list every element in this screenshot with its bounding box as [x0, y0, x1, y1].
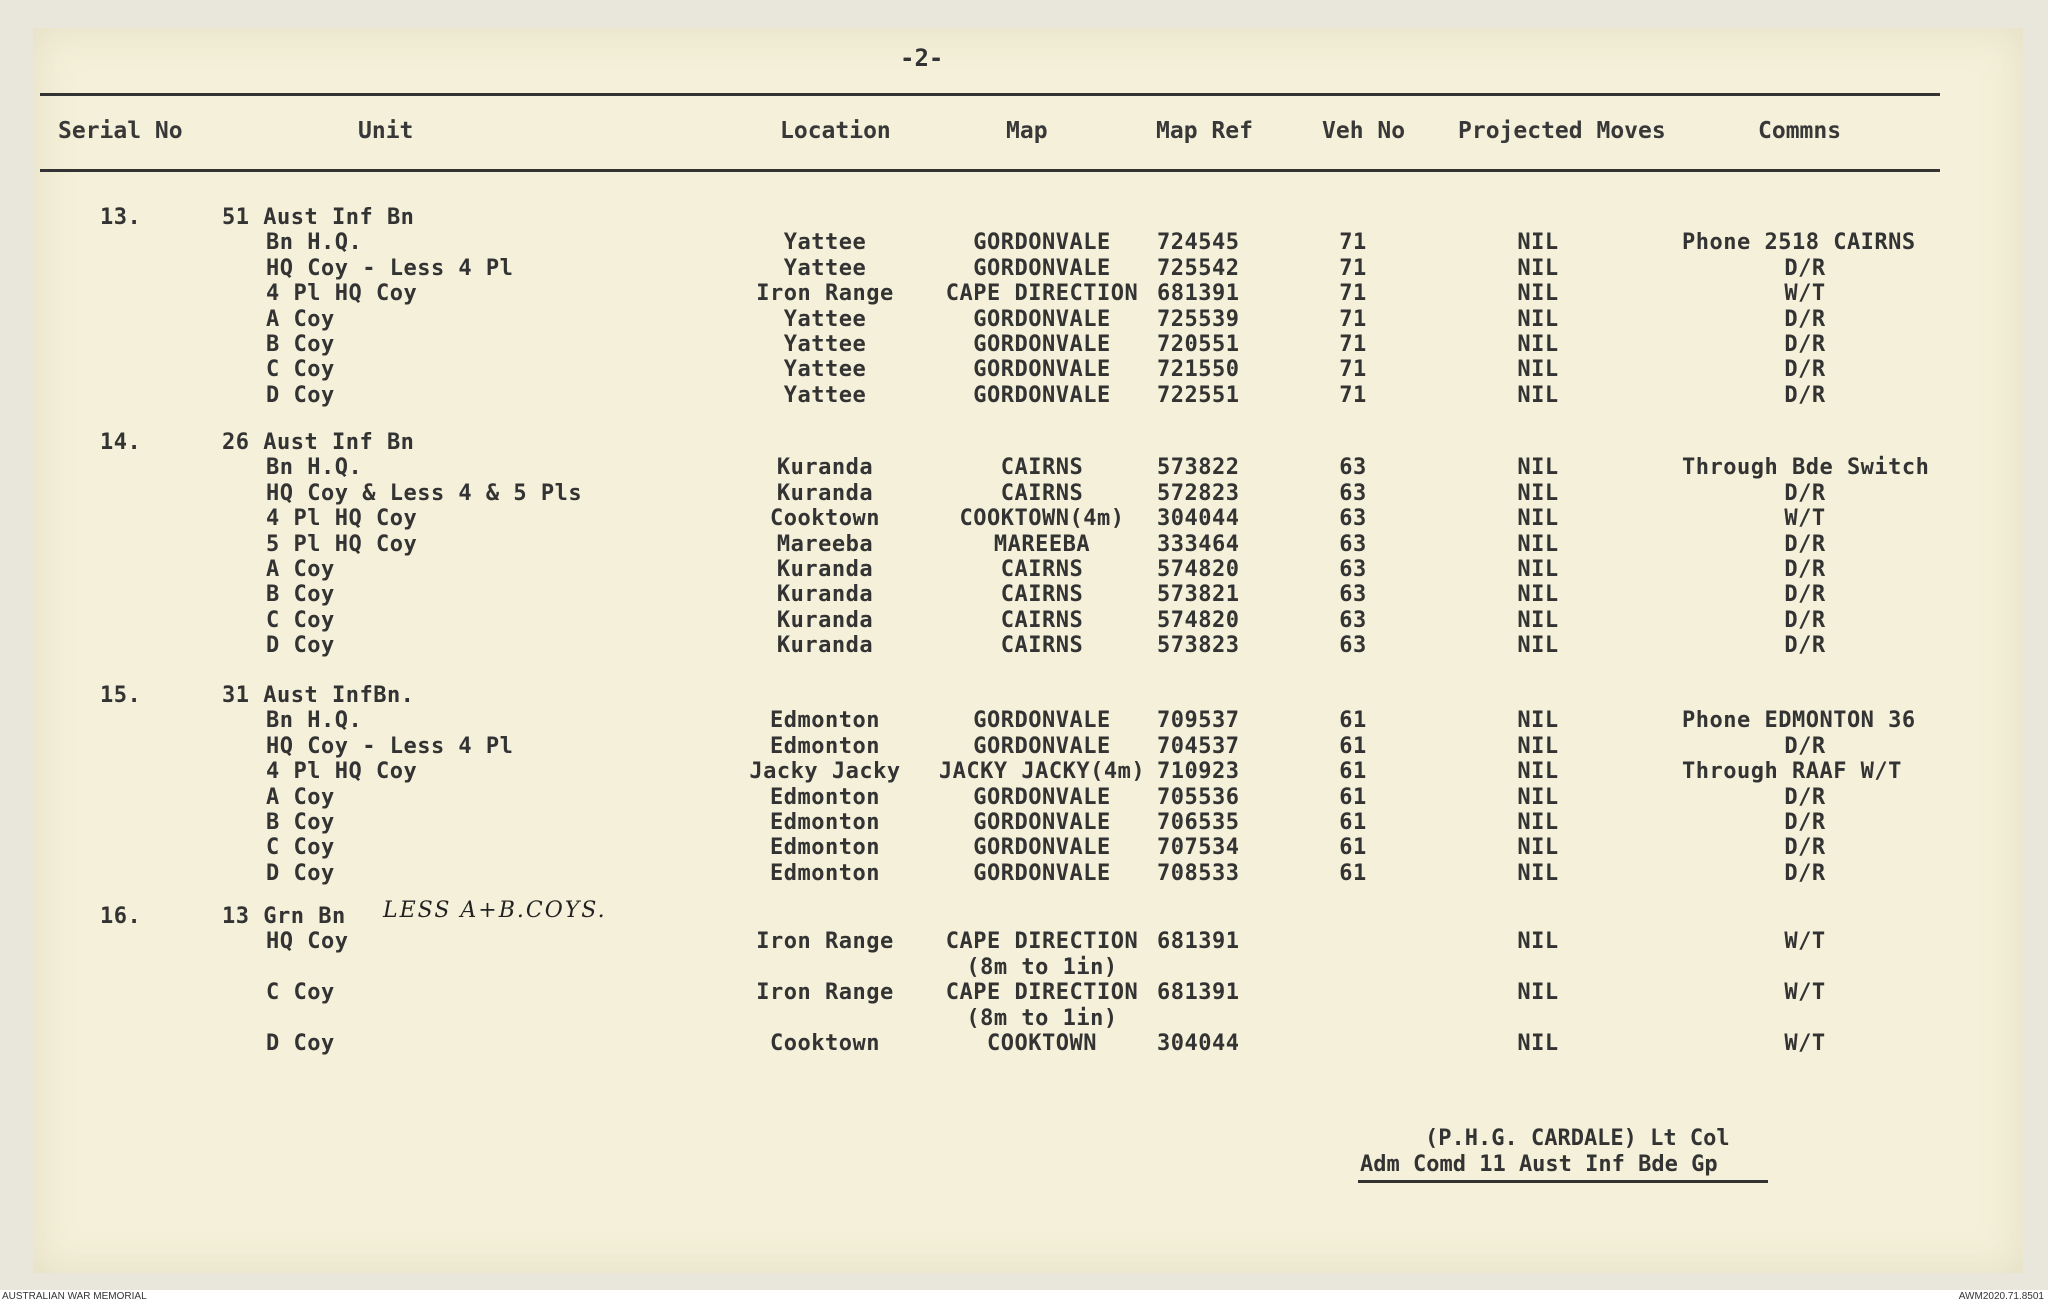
row-location: Edmonton — [770, 810, 880, 835]
row-unit: A Coy — [266, 557, 335, 582]
row-commns: Phone 2518 CAIRNS — [1682, 230, 1916, 256]
row-projected-moves: NIL — [1517, 929, 1559, 955]
row-location: Kuranda — [776, 455, 874, 481]
row-location: Edmonton — [770, 733, 880, 759]
row-map-ref: 722551 — [1157, 382, 1240, 408]
row-commns: W/T — [1784, 929, 1826, 955]
row-projected-moves: NIL — [1517, 633, 1559, 659]
row-map-ref: 681391 — [1157, 929, 1240, 955]
row-unit: 4 Pl HQ Coy — [266, 759, 418, 785]
row-veh-no: 61 — [1339, 784, 1367, 810]
row-map: GORDONVALE — [973, 357, 1111, 383]
row-commns: D/R — [1784, 633, 1826, 659]
row-projected-moves: NIL — [1517, 332, 1559, 357]
row-unit: D Coy — [266, 1031, 335, 1056]
row-veh-no: 63 — [1339, 455, 1367, 481]
row-map: COOKTOWN(4m) — [959, 506, 1125, 532]
row-unit: Bn H.Q. — [266, 708, 363, 734]
header-location: Location — [780, 118, 891, 144]
row-commns: D/R — [1784, 784, 1826, 810]
row-commns: W/T — [1784, 980, 1826, 1006]
row-unit: Bn H.Q. — [266, 455, 363, 481]
row-commns: Through RAAF W/T — [1682, 759, 1902, 785]
row-map: GORDONVALE — [973, 784, 1111, 810]
row-commns: W/T — [1784, 1031, 1826, 1056]
row-commns: D/R — [1784, 255, 1826, 281]
row-map: GORDONVALE — [973, 733, 1111, 759]
row-unit: HQ Coy — [266, 929, 349, 955]
row-map: GORDONVALE — [973, 382, 1111, 408]
row-projected-moves: NIL — [1517, 357, 1559, 383]
row-projected-moves: NIL — [1517, 531, 1559, 557]
page-number: -2- — [900, 44, 944, 72]
row-veh-no: 63 — [1339, 582, 1367, 608]
row-location: Yattee — [783, 357, 867, 383]
row-map-ref: 681391 — [1157, 281, 1240, 307]
row-veh-no: 61 — [1339, 759, 1367, 785]
row-map: GORDONVALE — [973, 835, 1111, 861]
row-veh-no: 61 — [1339, 708, 1367, 734]
row-commns: D/R — [1784, 835, 1826, 861]
row-projected-moves: NIL — [1517, 306, 1559, 332]
row-commns: D/R — [1784, 382, 1826, 408]
row-map: GORDONVALE — [973, 230, 1111, 256]
row-map-ref: 574820 — [1157, 557, 1240, 582]
row-projected-moves: NIL — [1517, 1031, 1559, 1056]
row-map-ref: 304044 — [1157, 506, 1240, 532]
row-projected-moves: NIL — [1517, 255, 1559, 281]
row-unit: HQ Coy - Less 4 Pl — [266, 255, 514, 281]
row-projected-moves: NIL — [1517, 860, 1559, 886]
row-unit: 4 Pl HQ Coy — [266, 281, 418, 307]
row-commns: D/R — [1784, 357, 1826, 383]
row-projected-moves: NIL — [1517, 980, 1559, 1006]
row-location: Kuranda — [776, 480, 874, 506]
row-map-ref: 709537 — [1157, 708, 1240, 734]
row-veh-no: 61 — [1339, 860, 1367, 886]
row-map: CAIRNS — [1000, 557, 1084, 582]
row-location: Yattee — [783, 255, 867, 281]
row-projected-moves: NIL — [1517, 784, 1559, 810]
row-veh-no: 63 — [1339, 607, 1367, 633]
row-commns: D/R — [1784, 306, 1826, 332]
row-veh-no: 71 — [1339, 332, 1367, 357]
row-unit: 5 Pl HQ Coy — [266, 531, 418, 557]
row-map-ref: 705536 — [1157, 784, 1240, 810]
row-map: CAPE DIRECTION — [945, 281, 1139, 307]
header-top-rule — [40, 93, 1940, 96]
row-commns: D/R — [1784, 582, 1826, 608]
row-location: Cooktown — [770, 1031, 880, 1056]
signature-name: (P.H.G. CARDALE) Lt Col — [1425, 1126, 1730, 1151]
row-unit: 4 Pl HQ Coy — [266, 506, 418, 532]
row-unit: D Coy — [266, 860, 335, 886]
row-map-ref: 724545 — [1157, 230, 1240, 256]
serial-number: 16. — [100, 904, 142, 929]
row-location: Yattee — [783, 332, 867, 357]
row-veh-no: 63 — [1339, 480, 1367, 506]
row-map: GORDONVALE — [973, 810, 1111, 835]
row-commns: D/R — [1784, 332, 1826, 357]
row-unit: C Coy — [266, 607, 335, 633]
row-commns: Phone EDMONTON 36 — [1682, 708, 1916, 734]
row-veh-no: 71 — [1339, 281, 1367, 307]
row-map: COOKTOWN — [987, 1031, 1097, 1056]
row-map-ref: 721550 — [1157, 357, 1240, 383]
row-location: Iron Range — [756, 281, 894, 307]
row-map-ref: 708533 — [1157, 860, 1240, 886]
row-projected-moves: NIL — [1517, 759, 1559, 785]
row-unit: A Coy — [266, 784, 335, 810]
row-map-scale: (8m to 1in) — [966, 954, 1118, 980]
row-projected-moves: NIL — [1517, 230, 1559, 256]
signature-underline — [1358, 1180, 1768, 1183]
row-location: Yattee — [783, 382, 867, 408]
row-map: GORDONVALE — [973, 255, 1111, 281]
row-unit: D Coy — [266, 633, 335, 659]
row-unit: B Coy — [266, 810, 335, 835]
row-map: CAPE DIRECTION — [945, 929, 1139, 955]
battalion-name: 51 Aust Inf Bn — [222, 205, 415, 230]
row-map-ref: 725542 — [1157, 255, 1240, 281]
row-map: CAIRNS — [1000, 480, 1084, 506]
row-commns: D/R — [1784, 810, 1826, 835]
row-map: CAPE DIRECTION — [945, 980, 1139, 1006]
row-map: GORDONVALE — [973, 306, 1111, 332]
row-map-ref: 573821 — [1157, 582, 1240, 608]
row-unit: HQ Coy - Less 4 Pl — [266, 733, 514, 759]
row-projected-moves: NIL — [1517, 506, 1559, 532]
handwritten-annotation: LESS A+B.COYS. — [383, 898, 607, 923]
row-commns: D/R — [1784, 557, 1826, 582]
row-commns: D/R — [1784, 607, 1826, 633]
header-veh-no: Veh No — [1322, 118, 1406, 144]
row-commns: W/T — [1784, 281, 1826, 307]
row-projected-moves: NIL — [1517, 382, 1559, 408]
row-unit: B Coy — [266, 582, 335, 608]
header-map: Map — [1006, 118, 1048, 144]
row-map: CAIRNS — [1000, 607, 1084, 633]
row-projected-moves: NIL — [1517, 557, 1559, 582]
row-location: Yattee — [783, 230, 867, 256]
row-unit: A Coy — [266, 306, 335, 332]
row-veh-no: 71 — [1339, 357, 1367, 383]
row-location: Iron Range — [756, 980, 894, 1006]
row-unit: C Coy — [266, 357, 335, 383]
row-commns: Through Bde Switch — [1682, 455, 1930, 481]
row-projected-moves: NIL — [1517, 708, 1559, 734]
row-projected-moves: NIL — [1517, 810, 1559, 835]
row-location: Iron Range — [756, 929, 894, 955]
row-location: Edmonton — [770, 860, 880, 886]
header-map-ref: Map Ref — [1156, 118, 1253, 144]
row-map-ref: 706535 — [1157, 810, 1240, 835]
row-commns: D/R — [1784, 531, 1826, 557]
battalion-name: 31 Aust InfBn. — [222, 683, 415, 708]
row-location: Kuranda — [776, 633, 874, 659]
row-location: Kuranda — [776, 582, 874, 608]
signature-title: Adm Comd 11 Aust Inf Bde Gp — [1360, 1152, 1718, 1177]
row-map-ref: 681391 — [1157, 980, 1240, 1006]
row-location: Cooktown — [770, 506, 880, 532]
row-map: CAIRNS — [1000, 633, 1084, 659]
header-unit: Unit — [358, 118, 414, 144]
row-map-ref: 333464 — [1157, 531, 1240, 557]
row-projected-moves: NIL — [1517, 582, 1559, 608]
battalion-name: 26 Aust Inf Bn — [222, 430, 415, 455]
row-map: CAIRNS — [1000, 455, 1084, 481]
row-map-ref: 574820 — [1157, 607, 1240, 633]
footer-left: AUSTRALIAN WAR MEMORIAL — [2, 1291, 147, 1302]
row-veh-no: 71 — [1339, 306, 1367, 332]
row-location: Edmonton — [770, 835, 880, 861]
row-map-ref: 710923 — [1157, 759, 1240, 785]
row-map: GORDONVALE — [973, 708, 1111, 734]
row-veh-no: 63 — [1339, 633, 1367, 659]
row-unit: C Coy — [266, 835, 335, 861]
header-projected-moves: Projected Moves — [1458, 118, 1666, 144]
row-commns: W/T — [1784, 506, 1826, 532]
row-unit: D Coy — [266, 382, 335, 408]
row-veh-no: 63 — [1339, 557, 1367, 582]
row-veh-no: 61 — [1339, 835, 1367, 861]
row-projected-moves: NIL — [1517, 607, 1559, 633]
serial-number: 13. — [100, 205, 142, 230]
header-bottom-rule — [40, 169, 1940, 172]
row-location: Mareeba — [776, 531, 874, 557]
row-commns: D/R — [1784, 860, 1826, 886]
row-map-ref: 573823 — [1157, 633, 1240, 659]
row-veh-no: 71 — [1339, 382, 1367, 408]
battalion-name: 13 Grn Bn — [222, 904, 346, 929]
row-projected-moves: NIL — [1517, 733, 1559, 759]
row-map: JACKY JACKY(4m) — [938, 759, 1146, 785]
row-location: Edmonton — [770, 708, 880, 734]
serial-number: 14. — [100, 430, 142, 455]
row-unit: C Coy — [266, 980, 335, 1006]
row-location: Edmonton — [770, 784, 880, 810]
row-location: Jacky Jacky — [749, 759, 901, 785]
row-map-ref: 707534 — [1157, 835, 1240, 861]
row-map-ref: 725539 — [1157, 306, 1240, 332]
row-projected-moves: NIL — [1517, 835, 1559, 861]
row-veh-no: 61 — [1339, 810, 1367, 835]
row-location: Kuranda — [776, 557, 874, 582]
row-projected-moves: NIL — [1517, 281, 1559, 307]
row-map: MAREEBA — [993, 531, 1091, 557]
row-veh-no: 63 — [1339, 506, 1367, 532]
row-map-ref: 704537 — [1157, 733, 1240, 759]
row-map-ref: 304044 — [1157, 1031, 1240, 1056]
footer-right: AWM2020.71.8501 — [1958, 1291, 2044, 1302]
row-map-scale: (8m to 1in) — [966, 1005, 1118, 1031]
row-projected-moves: NIL — [1517, 480, 1559, 506]
row-unit: B Coy — [266, 332, 335, 357]
row-veh-no: 71 — [1339, 230, 1367, 256]
row-projected-moves: NIL — [1517, 455, 1559, 481]
row-unit: Bn H.Q. — [266, 230, 363, 256]
row-veh-no: 63 — [1339, 531, 1367, 557]
header-commns: Commns — [1758, 118, 1842, 144]
row-map: GORDONVALE — [973, 332, 1111, 357]
row-location: Yattee — [783, 306, 867, 332]
row-map: CAIRNS — [1000, 582, 1084, 608]
row-map-ref: 720551 — [1157, 332, 1240, 357]
row-map: GORDONVALE — [973, 860, 1111, 886]
row-commns: D/R — [1784, 480, 1826, 506]
row-map-ref: 572823 — [1157, 480, 1240, 506]
row-veh-no: 71 — [1339, 255, 1367, 281]
row-location: Kuranda — [776, 607, 874, 633]
serial-number: 15. — [100, 683, 142, 708]
row-commns: D/R — [1784, 733, 1826, 759]
row-veh-no: 61 — [1339, 733, 1367, 759]
row-unit: HQ Coy & Less 4 & 5 Pls — [266, 480, 583, 506]
row-map-ref: 573822 — [1157, 455, 1240, 481]
header-serial: Serial No — [58, 118, 183, 144]
